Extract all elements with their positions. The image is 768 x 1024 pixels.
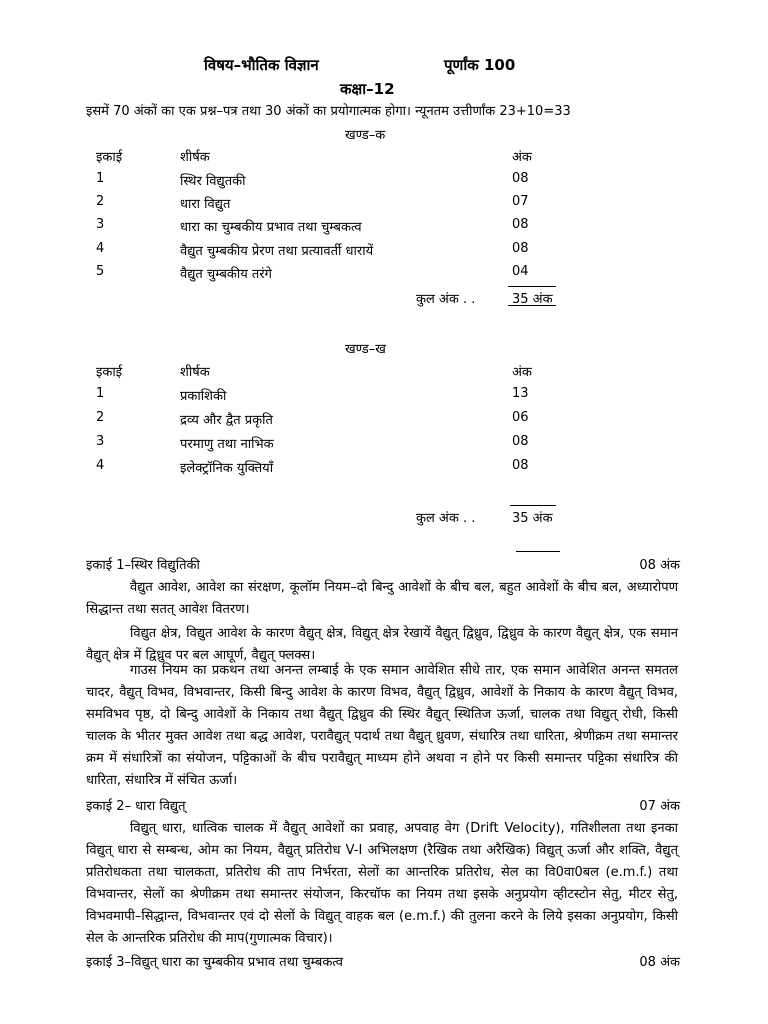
table-row	[0, 410, 768, 430]
unit-topic: द्रव्य और द्वैत प्रकृति	[180, 413, 273, 428]
topic-col-header: शीर्षक	[180, 150, 210, 165]
table-row	[0, 264, 768, 284]
unit-marks: 08	[512, 434, 529, 449]
unit-col-header: इकाई	[96, 365, 123, 380]
unit-topic: परमाणु तथा नाभिक	[180, 437, 274, 452]
unit-marks: 04	[512, 264, 529, 279]
unit-1-paragraph-2: विद्युत क्षेत्र, विद्युत आवेश के कारण वैद्युत् क्षेत्र, विद्युत् क्षेत्र रेखायें वैद्युत् द्विध्रुव, द्विध्रुव के कारण वैद्युत् क्षेत्र, एक समान वैद्युत् क्षेत्र में द्विध्रुव पर बल आघूर्ण, वैद्युत् फ्लक्स।	[86, 626, 678, 663]
section-a-total-row	[0, 289, 768, 309]
marks-col-header: अंक	[512, 150, 532, 165]
section-a-title: खण्ड–क	[345, 128, 386, 143]
table-row	[0, 458, 768, 478]
unit-heading: इकाई 2– धारा विद्युत्	[86, 799, 186, 814]
unit-heading-marks: 07 अंक	[639, 799, 680, 814]
unit-topic: वैद्युत चुम्बकीय तरंगे	[180, 267, 272, 282]
table-row	[0, 194, 768, 214]
unit-topic: वैद्युत चुम्बकीय प्रेरण तथा प्रत्यावर्ती धारायें	[180, 244, 374, 259]
table-row	[0, 241, 768, 261]
unit-number: 1	[96, 171, 105, 186]
unit-marks: 08	[512, 241, 529, 256]
unit-1-paragraph-1: वैद्युत आवेश, आवेश का संरक्षण, कूलॉम नियम–दो बिन्दु आवेशों के बीच बल, बहुत आवेशों के बीच बल, अध्यारोपण सिद्धान्त तथा सतत् आवेश वितरण।	[86, 580, 678, 617]
unit-2-paragraph-1: विद्युत् धारा, धात्विक चालक में वैद्युत् आवेशों का प्रवाह, अपवाह वेग (Drift Velocity), गतिशीलता तथा इनका विद्युत् धारा से सम्बन्ध, ओम का नियम, वैद्युत् प्रतिरोध V-I अभिलक्षण (रैखिक तथा अरैखिक) विद्युत् ऊर्जा और शक्ति, वैद्युत् प्रतिरोधकता तथा चालकता, प्रतिरोध की ताप निर्भरता, सेलों का आन्तरिक प्रतिरोध, सेल का वि0वा0बल (e.m.f.) तथा विभवान्तर, सेलों का श्रेणीक्रम तथा समान्तर संयोजन, किरचॉफ का नियम तथा इसके अनुप्रयोग व्हीटस्टोन सेतु, मीटर सेतु, विभवमापी–सिद्धान्त, विभवान्तर एवं दो सेलों के विद्युत् वाहक बल (e.m.f.) की तुलना करने के लिये इसका अनुप्रयोग, किसी सेल के आन्तरिक प्रतिरोध की माप(गुणात्मक विचार)।	[86, 821, 678, 946]
unit-topic: धारा का चुम्बकीय प्रभाव तथा चुम्बकत्व	[180, 220, 362, 235]
unit-number: 3	[96, 217, 105, 232]
total-label: कुल अंक . .	[416, 292, 476, 307]
unit-number: 4	[96, 241, 105, 256]
unit-heading: इकाई 1–स्थिर विद्युतिकी	[86, 558, 200, 573]
unit-marks: 08	[512, 458, 529, 473]
unit-number: 5	[96, 264, 105, 279]
total-value: 35 अंक	[512, 511, 553, 526]
section-b-title: खण्ड–ख	[345, 342, 386, 357]
unit-number: 1	[96, 386, 105, 401]
table-row	[0, 171, 768, 191]
unit-marks: 07	[512, 194, 529, 209]
unit-heading-marks: 08 अंक	[639, 558, 680, 573]
total-rule	[508, 286, 556, 287]
unit-col-header: इकाई	[96, 150, 123, 165]
unit-topic: इलेक्ट्रॉनिक युक्तियाँ	[180, 461, 274, 476]
total-value: 35 अंक	[512, 292, 553, 307]
total-rule	[510, 505, 556, 506]
table-row	[0, 434, 768, 454]
unit-marks: 06	[512, 410, 529, 425]
unit-1-paragraph-3: गाउस नियम का प्रकथन तथा अनन्त लम्बाई के एक समान आवेशित सीधे तार, एक समान आवेशित अनन्त समतल चादर, वैद्युत् विभव, विभवान्तर, किसी बिन्दु आवेश के कारण विभव, वैद्युत् द्विध्रुव, आवेशों के निकाय के कारण वैद्युत् विभव, समविभव पृष्ठ, दो बिन्दु आवेशों के निकाय तथा वैद्युत् द्विध्रुव की स्थिर वैद्युत् स्थितिज ऊर्जा, चालक तथा विद्युत् रोधी, किसी चालक के भीतर मुक्त आवेश तथा बद्ध आवेश, परावैद्युत् पदार्थ तथा वैद्युत् ध्रुवण, संधारित्र तथा धारिता, श्रेणीक्रम तथा समान्तर क्रम में संधारित्रों का संयोजन, पट्टिकाओं के बीच परावैद्युत् माध्यम होने अथवा न होने पर किसी समान्तर पट्टिका संधारित्र की धारिता, संधारित्र में संचित ऊर्जा।	[86, 663, 678, 788]
unit-marks: 13	[512, 386, 529, 401]
full-marks: पूर्णांक 100	[444, 56, 516, 74]
table-row	[0, 217, 768, 237]
unit-topic: स्थिर विद्युतकी	[180, 174, 246, 189]
total-underline	[508, 305, 556, 306]
section-a-header-row	[0, 147, 768, 167]
unit-number: 2	[96, 194, 105, 209]
exam-note: इसमें 70 अंकों का एक प्रश्न–पत्र तथा 30 अंकों का प्रयोगात्मक होगा। न्यूनतम उत्तीर्णांक 23+10=33	[86, 104, 571, 119]
section-b-total-row	[0, 508, 768, 528]
total-label: कुल अंक . .	[416, 511, 476, 526]
unit-number: 4	[96, 458, 105, 473]
unit-number: 2	[96, 410, 105, 425]
unit-marks: 08	[512, 217, 529, 232]
table-row	[0, 386, 768, 406]
unit-topic: धारा विद्युत	[180, 197, 231, 212]
subject-title: विषय–भौतिक विज्ञान	[204, 56, 319, 74]
section-b-header-row	[0, 362, 768, 382]
topic-col-header: शीर्षक	[180, 365, 210, 380]
unit-heading-marks: 08 अंक	[639, 955, 680, 970]
separator-rule	[516, 551, 560, 552]
unit-marks: 08	[512, 171, 529, 186]
unit-number: 3	[96, 434, 105, 449]
unit-heading: इकाई 3–विद्युत् धारा का चुम्बकीय प्रभाव तथा चुम्बकत्व	[86, 955, 343, 970]
unit-topic: प्रकाशिकी	[180, 389, 227, 404]
class-label: कक्षा–12	[340, 80, 395, 98]
marks-col-header: अंक	[512, 365, 532, 380]
